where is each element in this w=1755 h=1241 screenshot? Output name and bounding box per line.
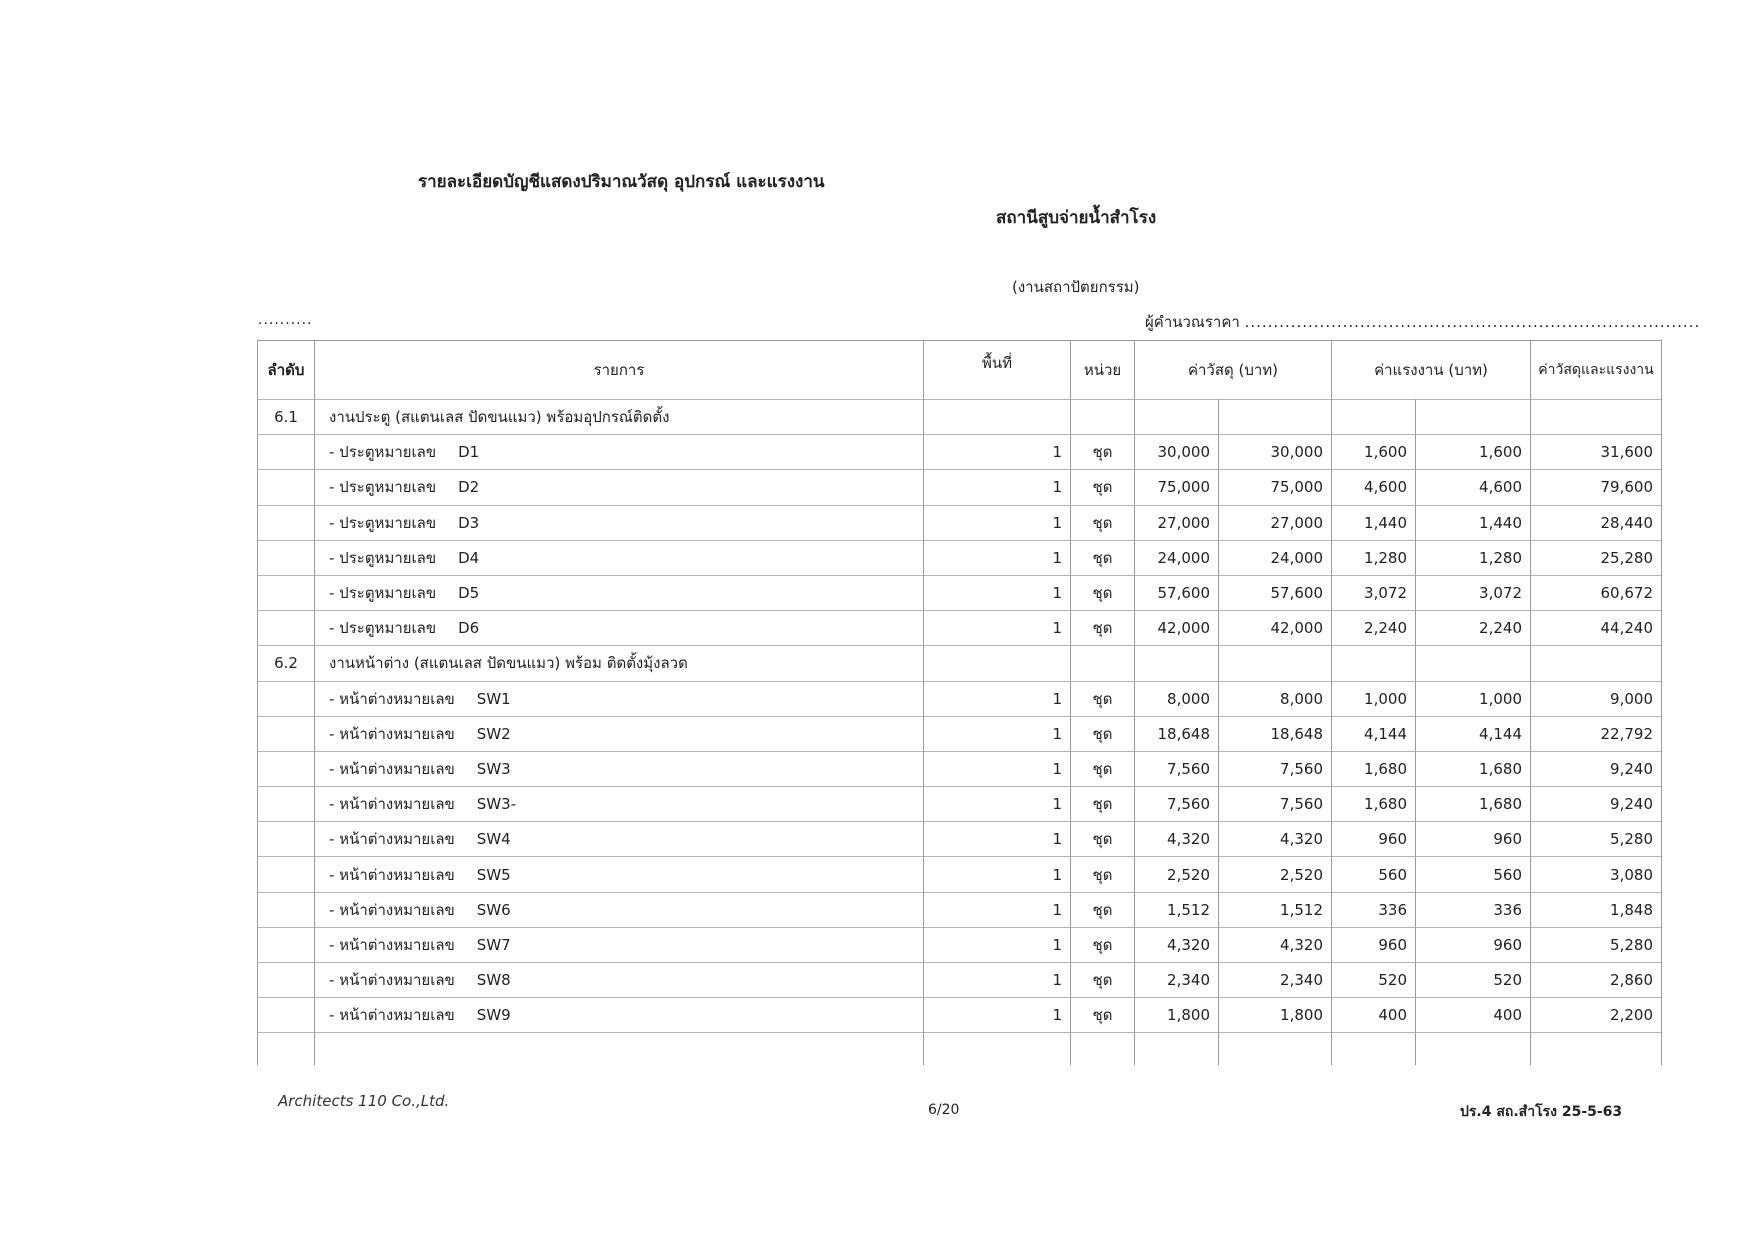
cell-material-total: 27,000: [1219, 505, 1332, 540]
item-description: งานหน้าต่าง (สแตนเลส ปัดขนแมว) พร้อม ติดตั้งมุ้งลวด: [329, 654, 688, 673]
cell-area: 1: [924, 681, 1071, 716]
cell-total: 9,240: [1531, 787, 1662, 822]
cell-labor-unit: 1,600: [1332, 435, 1416, 470]
col-header-area: พื้นที่: [924, 341, 1071, 400]
cell-area: [924, 646, 1071, 681]
cell-total: 31,600: [1531, 435, 1662, 470]
cell-area: 1: [924, 927, 1071, 962]
cell-total: 25,280: [1531, 540, 1662, 575]
cell-labor-unit: 960: [1332, 927, 1416, 962]
cell-item: [315, 681, 924, 716]
cell-seq: [258, 998, 315, 1033]
cell-seq: [258, 540, 315, 575]
cell-labor-unit: [1332, 400, 1416, 435]
cell-area: 1: [924, 611, 1071, 646]
cell-material-total: [1219, 1033, 1332, 1066]
item-code: SW4: [476, 830, 511, 849]
cell-material-unit: 1,800: [1135, 998, 1219, 1033]
item-description: - ประตูหมายเลข: [329, 584, 437, 603]
cell-material-total: 42,000: [1219, 611, 1332, 646]
estimator-line: [1145, 310, 1700, 334]
cell-area: 1: [924, 892, 1071, 927]
item-code: SW5: [476, 865, 511, 884]
cell-area: 1: [924, 857, 1071, 892]
cell-total: 5,280: [1531, 822, 1662, 857]
table-row: [258, 998, 1662, 1033]
cell-unit: ชุด: [1071, 751, 1135, 786]
footer-company: Architects 110 Co.,Ltd.: [278, 1092, 450, 1110]
cell-area: 1: [924, 963, 1071, 998]
cell-material-unit: 4,320: [1135, 822, 1219, 857]
cell-seq: [258, 505, 315, 540]
cell-seq: [258, 822, 315, 857]
cell-unit: [1071, 646, 1135, 681]
col-header-item: รายการ: [315, 341, 924, 400]
cell-material-total: 1,512: [1219, 892, 1332, 927]
cell-material-unit: 42,000: [1135, 611, 1219, 646]
table-row: [258, 575, 1662, 610]
cell-material-unit: 75,000: [1135, 470, 1219, 505]
cell-item: [315, 751, 924, 786]
cell-labor-unit: 520: [1332, 963, 1416, 998]
cell-seq: [258, 857, 315, 892]
item-code: SW8: [476, 971, 511, 990]
cell-material-total: 7,560: [1219, 787, 1332, 822]
cell-labor-total: 3,072: [1416, 575, 1531, 610]
cell-labor-total: 560: [1416, 857, 1531, 892]
cell-unit: ชุด: [1071, 505, 1135, 540]
cell-material-unit: [1135, 1033, 1219, 1066]
cell-seq: [258, 716, 315, 751]
cell-labor-unit: 4,600: [1332, 470, 1416, 505]
table-row: [258, 470, 1662, 505]
cell-seq: [258, 892, 315, 927]
cell-labor-unit: 4,144: [1332, 716, 1416, 751]
cell-material-total: 1,800: [1219, 998, 1332, 1033]
item-code: SW3-: [476, 795, 517, 814]
cell-material-total: 2,520: [1219, 857, 1332, 892]
cell-labor-unit: 336: [1332, 892, 1416, 927]
table-header-row: [258, 341, 1662, 400]
cell-item: [315, 927, 924, 962]
cell-seq: [258, 575, 315, 610]
cell-item: [315, 822, 924, 857]
cell-unit: ชุด: [1071, 681, 1135, 716]
cell-unit: ชุด: [1071, 435, 1135, 470]
item-description: - หน้าต่างหมายเลข: [329, 689, 455, 708]
cell-area: 1: [924, 787, 1071, 822]
table-row: [258, 857, 1662, 892]
cell-material-unit: 4,320: [1135, 927, 1219, 962]
cell-material-total: 4,320: [1219, 927, 1332, 962]
cell-material-unit: 7,560: [1135, 751, 1219, 786]
item-description: - ประตูหมายเลข: [329, 513, 437, 532]
cell-seq: [258, 470, 315, 505]
cell-labor-unit: 1,680: [1332, 787, 1416, 822]
cell-labor-unit: 1,440: [1332, 505, 1416, 540]
cell-labor-unit: 1,000: [1332, 681, 1416, 716]
cell-labor-total: 960: [1416, 822, 1531, 857]
item-code: SW7: [476, 935, 511, 954]
cell-material-unit: 24,000: [1135, 540, 1219, 575]
item-code: D5: [458, 584, 480, 603]
item-description: - หน้าต่างหมายเลข: [329, 795, 455, 814]
cell-unit: ชุด: [1071, 575, 1135, 610]
table-row: [258, 646, 1662, 681]
cell-seq: [258, 751, 315, 786]
estimator-dots: ...............................................................................: [1244, 313, 1701, 331]
col-header-unit: หน่วย: [1071, 341, 1135, 400]
cell-total: 9,240: [1531, 751, 1662, 786]
document-title: รายละเอียดบัญชีแสดงปริมาณวัสดุ อุปกรณ์ และแรงงาน: [418, 172, 825, 192]
table-row: [258, 892, 1662, 927]
cell-item: [315, 540, 924, 575]
item-description: - หน้าต่างหมายเลข: [329, 1006, 455, 1025]
cell-material-unit: 18,648: [1135, 716, 1219, 751]
table-row: [258, 1033, 1662, 1066]
cell-total: 3,080: [1531, 857, 1662, 892]
cell-unit: ชุด: [1071, 716, 1135, 751]
item-code: SW1: [476, 689, 511, 708]
cell-unit: ชุด: [1071, 927, 1135, 962]
item-description: - ประตูหมายเลข: [329, 443, 437, 462]
cell-area: 1: [924, 470, 1071, 505]
cell-labor-total: [1416, 646, 1531, 681]
cell-total: [1531, 646, 1662, 681]
cell-labor-total: 520: [1416, 963, 1531, 998]
cell-material-unit: 1,512: [1135, 892, 1219, 927]
cell-material-unit: 7,560: [1135, 787, 1219, 822]
table-row: [258, 681, 1662, 716]
cell-unit: ชุด: [1071, 857, 1135, 892]
item-code: SW9: [476, 1006, 511, 1025]
cell-material-total: 57,600: [1219, 575, 1332, 610]
cell-total: [1531, 1033, 1662, 1066]
table-row: [258, 400, 1662, 435]
cell-labor-total: 960: [1416, 927, 1531, 962]
cell-material-total: [1219, 646, 1332, 681]
item-description: - ประตูหมายเลข: [329, 478, 437, 497]
table-row: [258, 787, 1662, 822]
item-description: - หน้าต่างหมายเลข: [329, 971, 455, 990]
table-row: [258, 611, 1662, 646]
cell-total: 1,848: [1531, 892, 1662, 927]
item-description: - หน้าต่างหมายเลข: [329, 865, 455, 884]
cell-seq: [258, 1033, 315, 1066]
cell-area: 1: [924, 575, 1071, 610]
cell-labor-total: 336: [1416, 892, 1531, 927]
cell-total: 2,200: [1531, 998, 1662, 1033]
cell-material-unit: 2,520: [1135, 857, 1219, 892]
cell-unit: [1071, 1033, 1135, 1066]
cell-labor-total: [1416, 400, 1531, 435]
cell-area: [924, 1033, 1071, 1066]
cell-seq: [258, 787, 315, 822]
cell-total: 9,000: [1531, 681, 1662, 716]
cell-labor-unit: [1332, 1033, 1416, 1066]
cell-material-total: 8,000: [1219, 681, 1332, 716]
item-description: - หน้าต่างหมายเลข: [329, 830, 455, 849]
cell-labor-unit: 2,240: [1332, 611, 1416, 646]
col-header-seq: ลำดับ: [258, 341, 315, 400]
item-description: - หน้าต่างหมายเลข: [329, 935, 455, 954]
table-row: [258, 505, 1662, 540]
cell-material-unit: 30,000: [1135, 435, 1219, 470]
cell-total: 60,672: [1531, 575, 1662, 610]
cell-item: [315, 787, 924, 822]
cell-seq: [258, 963, 315, 998]
item-description: - ประตูหมายเลข: [329, 619, 437, 638]
item-description: - หน้าต่างหมายเลข: [329, 900, 455, 919]
cell-material-unit: [1135, 646, 1219, 681]
table-body: [258, 400, 1662, 1066]
cell-material-total: 30,000: [1219, 435, 1332, 470]
cell-labor-total: 1,600: [1416, 435, 1531, 470]
cell-item: [315, 611, 924, 646]
cell-item: [315, 892, 924, 927]
cell-area: 1: [924, 822, 1071, 857]
cell-total: 28,440: [1531, 505, 1662, 540]
cell-material-unit: 27,000: [1135, 505, 1219, 540]
footer-page-number: 6/20: [928, 1102, 960, 1118]
cell-total: 22,792: [1531, 716, 1662, 751]
cell-material-total: 7,560: [1219, 751, 1332, 786]
cell-labor-total: 1,280: [1416, 540, 1531, 575]
cell-item: [315, 400, 924, 435]
cell-area: 1: [924, 751, 1071, 786]
cell-labor-total: 400: [1416, 998, 1531, 1033]
cell-unit: ชุด: [1071, 963, 1135, 998]
cell-material-total: 18,648: [1219, 716, 1332, 751]
cell-material-unit: 57,600: [1135, 575, 1219, 610]
item-description: - หน้าต่างหมายเลข: [329, 759, 455, 778]
cell-seq: [258, 611, 315, 646]
cell-item: [315, 857, 924, 892]
item-code: SW2: [476, 724, 511, 743]
col-header-labor: ค่าแรงงาน (บาท): [1332, 341, 1531, 400]
cell-seq: [258, 681, 315, 716]
cell-area: 1: [924, 505, 1071, 540]
footer-reference: ปร.4 สถ.สำโรง 25-5-63: [1460, 1104, 1623, 1120]
item-description: งานประตู (สแตนเลส ปัดขนแมว) พร้อมอุปกรณ์ติดตั้ง: [329, 408, 670, 427]
cell-item: [315, 963, 924, 998]
cell-item: [315, 716, 924, 751]
cell-labor-total: 4,144: [1416, 716, 1531, 751]
table-row: [258, 751, 1662, 786]
cell-material-total: 4,320: [1219, 822, 1332, 857]
cell-labor-unit: 960: [1332, 822, 1416, 857]
cell-material-total: 75,000: [1219, 470, 1332, 505]
bill-of-quantities-table: [257, 340, 1662, 1065]
cell-labor-total: 1,680: [1416, 751, 1531, 786]
cell-item: [315, 435, 924, 470]
station-name: สถานีสูบจ่ายน้ำสำโรง: [996, 208, 1157, 228]
col-header-material: ค่าวัสดุ (บาท): [1135, 341, 1332, 400]
cell-labor-unit: [1332, 646, 1416, 681]
cell-labor-total: 1,440: [1416, 505, 1531, 540]
cell-labor-unit: 1,280: [1332, 540, 1416, 575]
section-subtitle: (งานสถาปัตยกรรม): [1012, 278, 1140, 296]
cell-seq: 6.2: [258, 646, 315, 681]
cell-labor-unit: 1,680: [1332, 751, 1416, 786]
cell-area: 1: [924, 998, 1071, 1033]
item-code: D6: [458, 619, 480, 638]
cell-labor-unit: 400: [1332, 998, 1416, 1033]
table-row: [258, 927, 1662, 962]
table-row: [258, 716, 1662, 751]
cell-labor-total: 2,240: [1416, 611, 1531, 646]
cell-unit: ชุด: [1071, 611, 1135, 646]
cell-item: [315, 998, 924, 1033]
cell-item: [315, 470, 924, 505]
col-header-total: ค่าวัสดุและแรงงาน: [1531, 341, 1662, 400]
cell-material-total: [1219, 400, 1332, 435]
cell-area: 1: [924, 540, 1071, 575]
table-row: [258, 540, 1662, 575]
cell-seq: 6.1: [258, 400, 315, 435]
cell-area: 1: [924, 716, 1071, 751]
cell-item: [315, 646, 924, 681]
cell-total: 44,240: [1531, 611, 1662, 646]
cell-unit: ชุด: [1071, 892, 1135, 927]
cell-labor-unit: 560: [1332, 857, 1416, 892]
cell-material-unit: 2,340: [1135, 963, 1219, 998]
cell-area: 1: [924, 435, 1071, 470]
table-row: [258, 435, 1662, 470]
cell-labor-total: [1416, 1033, 1531, 1066]
cell-total: [1531, 400, 1662, 435]
item-code: D4: [458, 548, 480, 567]
table-row: [258, 822, 1662, 857]
item-description: - หน้าต่างหมายเลข: [329, 724, 455, 743]
table-row: [258, 963, 1662, 998]
cell-area: [924, 400, 1071, 435]
cell-seq: [258, 927, 315, 962]
cell-labor-total: 4,600: [1416, 470, 1531, 505]
cell-labor-total: 1,000: [1416, 681, 1531, 716]
item-code: D2: [458, 478, 480, 497]
item-code: D1: [458, 443, 480, 462]
item-description: - ประตูหมายเลข: [329, 548, 437, 567]
cell-unit: ชุด: [1071, 998, 1135, 1033]
item-code: D3: [458, 513, 480, 532]
cell-material-unit: [1135, 400, 1219, 435]
item-code: SW6: [476, 900, 511, 919]
cell-total: 79,600: [1531, 470, 1662, 505]
cell-labor-total: 1,680: [1416, 787, 1531, 822]
item-code: SW3: [476, 759, 511, 778]
cell-item: [315, 1033, 924, 1066]
cell-labor-unit: 3,072: [1332, 575, 1416, 610]
cell-material-total: 2,340: [1219, 963, 1332, 998]
cell-unit: ชุด: [1071, 822, 1135, 857]
cell-total: 5,280: [1531, 927, 1662, 962]
left-dotted-line: ..........: [258, 312, 313, 328]
cell-unit: [1071, 400, 1135, 435]
cell-unit: ชุด: [1071, 540, 1135, 575]
cell-unit: ชุด: [1071, 787, 1135, 822]
cell-material-total: 24,000: [1219, 540, 1332, 575]
estimator-label: ผู้คำนวณราคา: [1145, 313, 1240, 331]
cell-unit: ชุด: [1071, 470, 1135, 505]
cell-item: [315, 505, 924, 540]
cell-total: 2,860: [1531, 963, 1662, 998]
cell-material-unit: 8,000: [1135, 681, 1219, 716]
cell-item: [315, 575, 924, 610]
cell-seq: [258, 435, 315, 470]
